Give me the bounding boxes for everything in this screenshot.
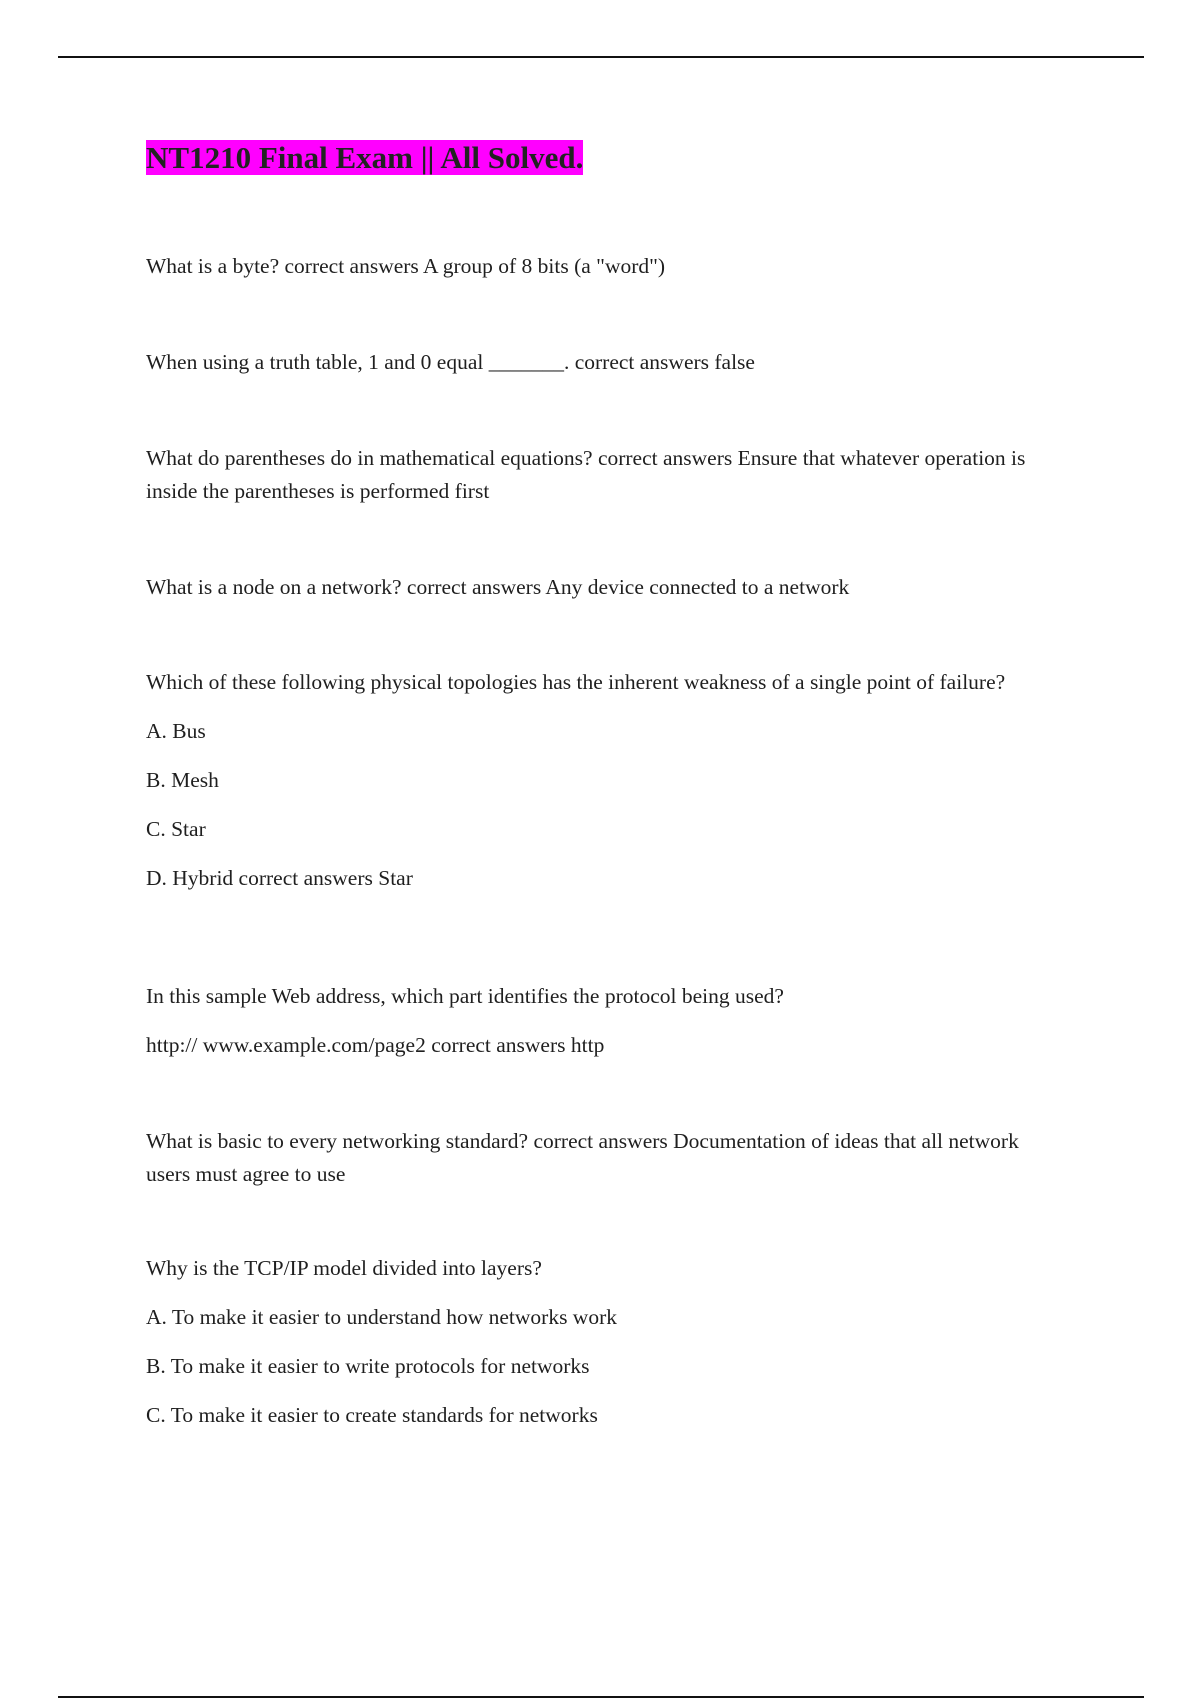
question-5-stem: Which of these following physical topologies has the inherent weakness of a single point of failure? [146,670,1006,694]
question-block-3 [146,442,1066,508]
question-7-text: What is basic to every networking standard? correct answers Documentation of ideas that all network users must agree to use [146,1129,1019,1186]
question-4-text: What is a node on a network? correct answers Any device connected to a network [146,575,850,599]
question-block-2 [146,346,1066,379]
question-8-option-c: C. To make it easier to create standards for networks [146,1403,598,1427]
question-1-text: What is a byte? correct answers A group of 8 bits (a "word") [146,254,666,278]
question-block-8 [146,1252,1066,1432]
question-block-7 [146,1125,1066,1191]
question-5-option-d: D. Hybrid correct answers Star [146,866,413,890]
page-title [146,140,585,176]
question-8-option-b: B. To make it easier to write protocols for networks [146,1354,590,1378]
question-8-option-a: A. To make it easier to understand how networks work [146,1305,617,1329]
question-5-option-c: C. Star [146,817,206,841]
question-block-6 [146,980,1066,1062]
title-highlight: NT1210 Final Exam || All Solved. [146,140,584,175]
question-block-4 [146,571,1066,604]
question-block-5 [146,666,1066,895]
question-6-stem: In this sample Web address, which part identifies the protocol being used? [146,984,784,1008]
question-8-stem: Why is the TCP/IP model divided into layers? [146,1256,542,1280]
header-rule [58,56,1144,58]
question-5-option-a: A. Bus [146,719,206,743]
question-6-answer: http:// www.example.com/page2 correct answers http [146,1033,605,1057]
question-2-text: When using a truth table, 1 and 0 equal _______. correct answers false [146,350,755,374]
question-5-option-b: B. Mesh [146,768,219,792]
question-block-1 [146,250,1066,283]
footer-rule [58,1696,1144,1698]
document-body [146,140,1066,1427]
question-3-text: What do parentheses do in mathematical equations? correct answers Ensure that whatever operation is inside the parentheses is performed first [146,446,1026,503]
